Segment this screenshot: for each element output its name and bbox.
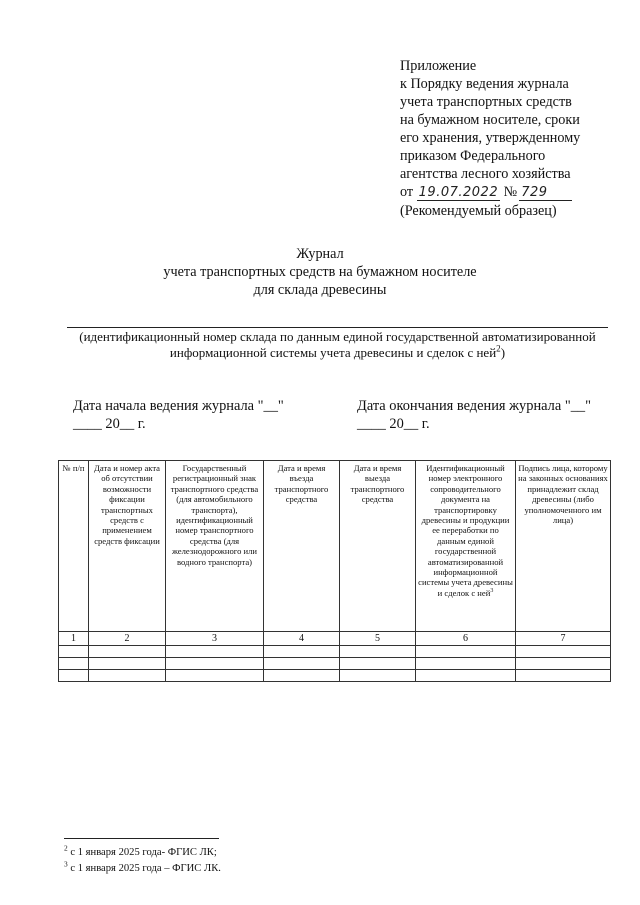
table-cell — [59, 670, 89, 682]
start-date-line-2: ____ 20__ г. — [73, 416, 146, 432]
footnote-text: с 1 января 2025 года – ФГИС ЛК. — [67, 863, 221, 874]
footnote-item — [64, 861, 221, 877]
warehouse-id-underline — [67, 327, 608, 328]
journal-title — [60, 245, 580, 299]
table-cell — [340, 670, 416, 682]
table-cell — [89, 646, 166, 658]
appendix-block — [400, 57, 635, 220]
footnote-mark: 3 — [64, 859, 68, 869]
appendix-line: его хранения, утвержденному — [400, 130, 581, 146]
footnote-ref: 3 — [490, 588, 494, 595]
column-number: 3 — [166, 632, 264, 646]
table-header-row — [59, 461, 611, 632]
table-cell — [89, 658, 166, 670]
appendix-line: учета транспортных средств — [400, 94, 572, 110]
start-date-line-1: Дата начала ведения журнала "__" — [73, 398, 284, 414]
footnote-separator — [64, 838, 219, 839]
column-number-row — [59, 632, 611, 646]
table-cell — [340, 646, 416, 658]
end-date-line-1: Дата окончания ведения журнала "__" — [357, 398, 591, 414]
table-row — [59, 646, 611, 658]
header-cell-signature: Подпись лица, которому на законных основаниях принадлежит склад древесины (либо уполномоченного им лица) — [516, 461, 611, 632]
footnote-mark: 2 — [64, 843, 68, 853]
warehouse-id-caption — [67, 329, 608, 361]
table-cell — [516, 670, 611, 682]
footnote-item — [64, 845, 221, 861]
table-cell — [166, 658, 264, 670]
table-row — [59, 670, 611, 682]
handwritten-date: 19.07.2022 — [418, 185, 499, 200]
table-cell — [166, 670, 264, 682]
column-number: 4 — [264, 632, 340, 646]
table-cell — [59, 658, 89, 670]
from-prefix: от — [400, 184, 414, 200]
journal-table — [58, 460, 611, 682]
appendix-line: агентства лесного хозяйства — [400, 166, 571, 182]
end-date-block — [357, 397, 591, 433]
table-row — [59, 658, 611, 670]
header-cell-act: Дата и номер акта об отсутствии возможности фиксации транспортных средств с применением средств фиксации — [89, 461, 166, 632]
table-cell — [416, 670, 516, 682]
header-cell-number: № п/п — [59, 461, 89, 632]
table-cell — [416, 658, 516, 670]
header-cell-document-id: Идентификационный номер электронного сопроводительного документа на транспортировку древесины и продукции ее переработки по данным единой государственной автоматизированной информационной системы учета древесины и сделок с ней$^3$ — [416, 461, 516, 632]
footnote-ref: 2 — [496, 343, 501, 354]
appendix-line: Приложение — [400, 58, 477, 74]
table-cell — [516, 646, 611, 658]
end-date-line-2: ____ 20__ г. — [357, 416, 430, 432]
header-cell-entry: Дата и время въезда транспортного средства — [264, 461, 340, 632]
table-cell — [416, 646, 516, 658]
table-cell — [264, 670, 340, 682]
column-number: 7 — [516, 632, 611, 646]
appendix-line: на бумажном носителе, сроки — [400, 112, 580, 128]
column-number: 5 — [340, 632, 416, 646]
appendix-line: приказом Федерального — [400, 148, 546, 164]
footnote-text: с 1 января 2025 года- ФГИС ЛК; — [67, 847, 217, 858]
table-cell — [516, 658, 611, 670]
caption-line-2: информационной системы учета древесины и сделок с ней$^2$) — [169, 343, 506, 360]
table-cell — [264, 658, 340, 670]
title-line-1: Журнал — [296, 246, 344, 262]
footnotes — [64, 845, 221, 877]
title-line-3: для склада древесины — [253, 282, 387, 298]
column-number: 6 — [416, 632, 516, 646]
table-cell — [89, 670, 166, 682]
table-cell — [264, 646, 340, 658]
table-cell — [59, 646, 89, 658]
table-cell — [340, 658, 416, 670]
header-cell-plate: Государственный регистрационный знак транспортного средства (для автомобильного транспорта), идентификационный номер транспортного средства (для железнодорожного или водного транспорта) — [166, 461, 264, 632]
column-number: 1 — [59, 632, 89, 646]
table-cell — [166, 646, 264, 658]
header-cell-exit: Дата и время выезда транспортного средства — [340, 461, 416, 632]
appendix-date-line — [400, 183, 635, 202]
title-line-2: учета транспортных средств на бумажном носителе — [163, 264, 477, 280]
recommended-sample-label: (Рекомендуемый образец) — [400, 203, 557, 219]
handwritten-number: 729 — [521, 185, 548, 200]
appendix-line: к Порядку ведения журнала — [400, 76, 569, 92]
column-number: 2 — [89, 632, 166, 646]
caption-line-1: (идентификационный номер склада по данным единой государственной автоматизированной — [79, 329, 596, 344]
number-sign: № — [503, 184, 518, 200]
start-date-block — [73, 397, 284, 433]
